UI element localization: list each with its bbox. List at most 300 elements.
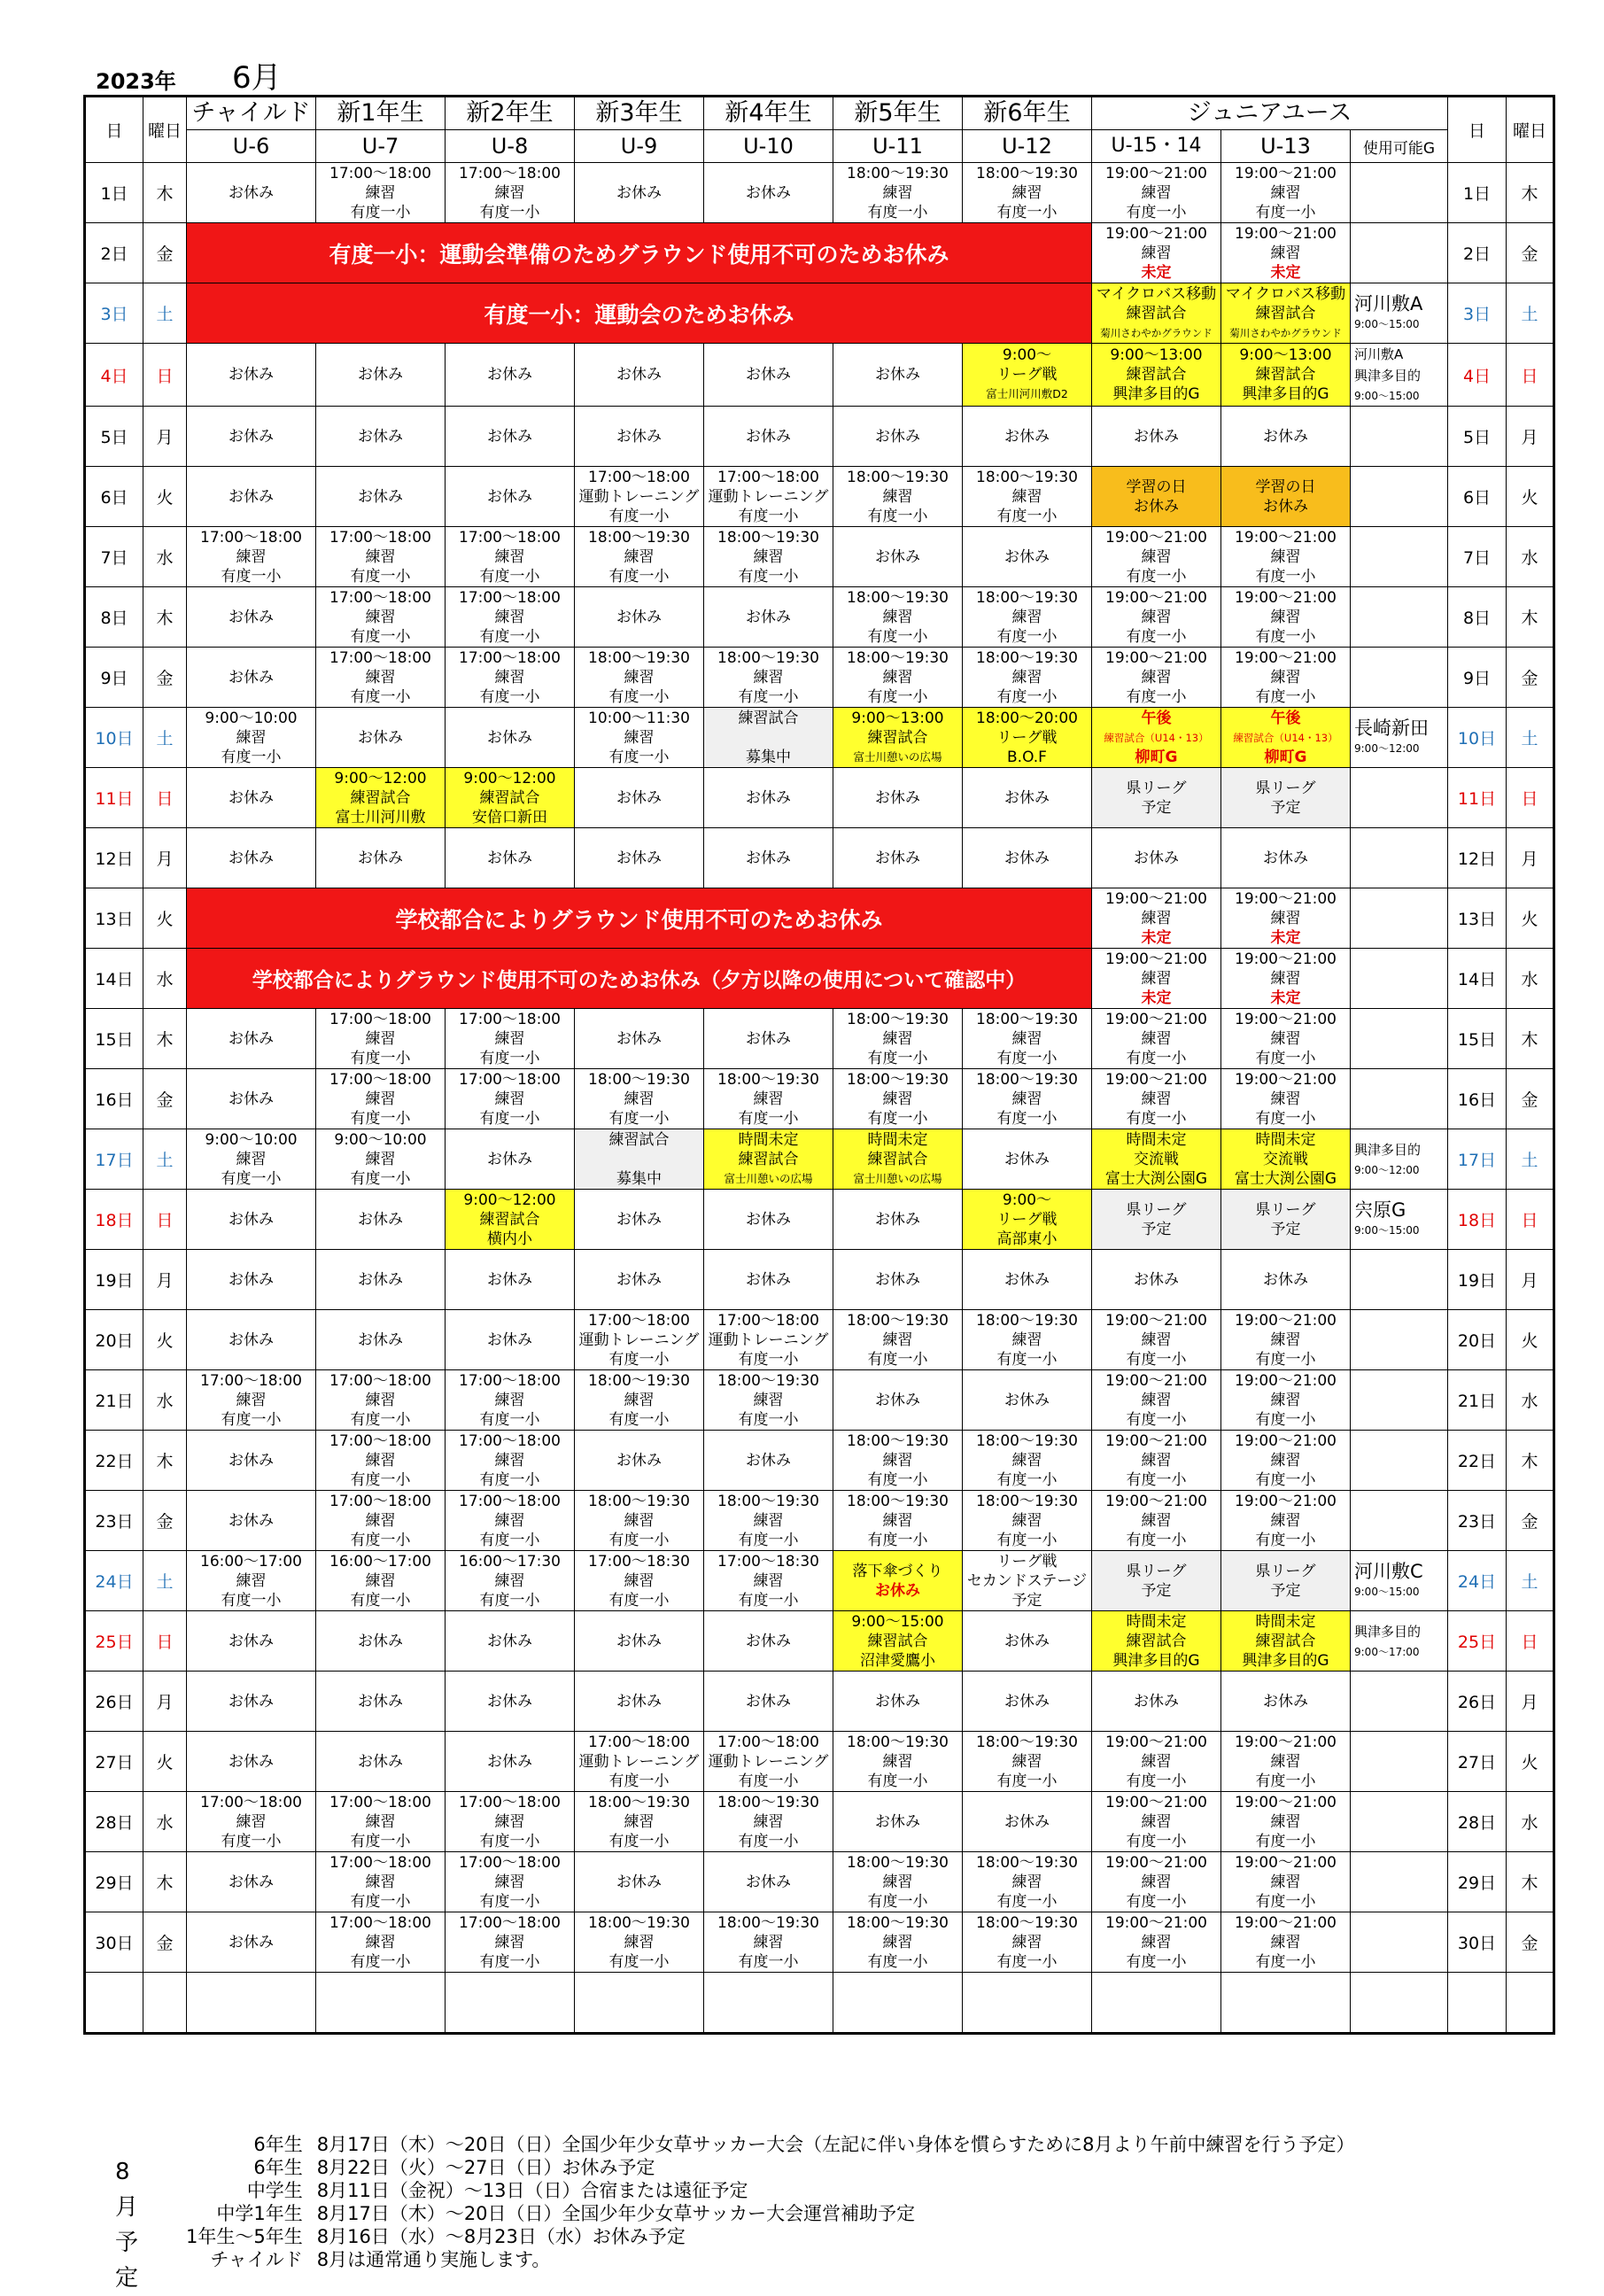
cell-line: 練習: [624, 547, 655, 566]
weekday: 火: [143, 1732, 187, 1792]
cell-line: 9:00～10:00: [205, 1130, 298, 1149]
weekday: 木: [143, 163, 187, 223]
cell-line: 17:00～18:00: [329, 1431, 431, 1450]
cell-line: 練習: [1270, 1391, 1301, 1409]
cell-line: 練習試合: [867, 1150, 928, 1168]
schedule-cell: [1221, 1491, 1351, 1551]
cell-line: 有度一小: [1255, 627, 1316, 646]
schedule-cell: [575, 407, 704, 467]
cell-line: 19:00～21:00: [1105, 648, 1207, 667]
schedule-cell: [1351, 1672, 1448, 1732]
schedule-cell: [963, 587, 1092, 648]
cell-line: お休み: [875, 547, 920, 566]
cell-line: 17:00～18:00: [588, 1311, 690, 1330]
cell-line: 有度一小: [996, 1531, 1058, 1549]
schedule-cell: [1092, 1852, 1221, 1912]
cell-line: 有度一小: [1255, 1410, 1316, 1429]
cell-line: [1351, 608, 1447, 627]
cell-line: 落下傘づくり: [852, 1562, 943, 1580]
cell-line: 練習: [494, 1029, 525, 1048]
schedule-cell: [1092, 1611, 1221, 1672]
day-row: [85, 223, 1554, 283]
day-number-right: 11日: [1448, 768, 1507, 828]
cell-line: 10:00～11:30: [588, 709, 690, 727]
schedule-cell: [187, 768, 316, 828]
weekday: 土: [143, 1129, 187, 1190]
day-number-right: 8日: [1448, 587, 1507, 648]
schedule-cell: [833, 407, 963, 467]
cell-line: 有度一小: [1255, 1109, 1316, 1128]
cell-line: 練習: [236, 1150, 267, 1168]
cell-line: お休み: [746, 1632, 791, 1650]
schedule-cell: [1351, 828, 1448, 888]
cell-line: 9:00～10:00: [205, 709, 298, 727]
day-row: [85, 1491, 1554, 1551]
day-number-right: 25日: [1448, 1611, 1507, 1672]
cell-line: お休み: [229, 427, 274, 446]
day-number-right: 3日: [1448, 283, 1507, 344]
cell-line: お休み: [487, 1330, 532, 1349]
cell-line: 練習試合: [1126, 366, 1187, 384]
cell-line: 9:00～12:00: [463, 1191, 556, 1209]
cell-line: 練習試合: [350, 788, 411, 807]
schedule-cell: [1092, 1551, 1221, 1611]
cell-line: 練習: [494, 1571, 525, 1590]
cell-line: 有度一小: [350, 1109, 411, 1128]
cell-line: 運動トレーニング: [708, 487, 829, 506]
cell-line: 時間未定: [1126, 1130, 1187, 1149]
weekday: 水: [143, 1370, 187, 1431]
cell-line: 未定: [1141, 263, 1172, 282]
schedule-cell: [1092, 1491, 1221, 1551]
schedule-cell: [316, 587, 446, 648]
schedule-cell: [704, 1310, 833, 1370]
cell-line: お休み: [875, 1692, 920, 1710]
cell-line: 練習: [494, 1511, 525, 1530]
cell-line: お休み: [616, 427, 662, 446]
cell-line: 17:00～18:00: [459, 528, 561, 547]
cell-line: お休み: [358, 1632, 403, 1650]
schedule-cell: [1221, 1912, 1351, 1973]
schedule-cell: [446, 1792, 575, 1852]
schedule-cell: [575, 1250, 704, 1310]
cell-line: 横内小: [487, 1229, 532, 1248]
schedule-cell: [1092, 163, 1221, 223]
schedule-cell: [187, 1250, 316, 1310]
schedule-cell: [704, 1069, 833, 1129]
schedule-cell: [1221, 1611, 1351, 1672]
cell-line: 17:00～18:00: [329, 1371, 431, 1390]
day-number: 17日: [85, 1129, 143, 1190]
cell-line: 18:00～19:30: [976, 468, 1078, 486]
schedule-cell: [575, 1852, 704, 1912]
schedule-cell: [1351, 1732, 1448, 1792]
cell-line: 有度一小: [738, 1832, 799, 1850]
weekday: 土: [143, 1551, 187, 1611]
cell-line: 練習: [365, 1873, 396, 1891]
cell-line: 有度一小: [221, 1410, 282, 1429]
schedule-cell: [963, 768, 1092, 828]
day-row: [85, 1792, 1554, 1852]
cell-line: 練習: [882, 668, 913, 686]
day-row: [85, 527, 1554, 587]
cell-line: 17:00～18:00: [588, 468, 690, 486]
cell-line: 練習: [1270, 244, 1301, 262]
cell-line: お休み: [229, 1090, 274, 1108]
cell-line: 練習: [882, 1330, 913, 1349]
schedule-cell: [1351, 587, 1448, 648]
cell-line: お休み: [1134, 497, 1179, 516]
header-age: U-9: [575, 130, 704, 163]
cell-line: お休み: [875, 1391, 920, 1409]
weekday-right: 水: [1507, 527, 1554, 587]
cell-line: 18:00～19:30: [847, 588, 949, 607]
cell-line: 19:00～21:00: [1235, 1853, 1337, 1872]
cell-line: お休み: [1134, 1270, 1179, 1289]
cell-line: 練習: [1011, 1451, 1042, 1470]
schedule-cell: [963, 1431, 1092, 1491]
day-number: 19日: [85, 1250, 143, 1310]
day-number: 28日: [85, 1792, 143, 1852]
cell-line: お休み: [616, 1451, 662, 1470]
cell-line: お休み: [746, 849, 791, 867]
cell-line: 練習: [1270, 1752, 1301, 1771]
cell-line: [1351, 1451, 1447, 1470]
cell-line: 19:00～21:00: [1235, 528, 1337, 547]
cell-line: 練習: [365, 1391, 396, 1409]
weekday-right: 水: [1507, 949, 1554, 1009]
weekday: 日: [143, 1190, 187, 1250]
cell-line: 練習: [624, 668, 655, 686]
schedule-cell: [1221, 1250, 1351, 1310]
cell-line: 練習: [1141, 969, 1172, 988]
cell-line: 予定: [1011, 1591, 1042, 1610]
schedule-table: [83, 95, 1555, 2035]
schedule-cell: [833, 467, 963, 527]
schedule-cell: [704, 587, 833, 648]
header-age: U-10: [704, 130, 833, 163]
cell-line: 練習試合（U14・13）: [1104, 731, 1209, 744]
cell-line: 県リーグ: [1126, 1562, 1187, 1580]
cell-line: 有度一小: [996, 1109, 1058, 1128]
schedule-cell: [1092, 708, 1221, 768]
note-target: 6年生: [253, 2134, 303, 2155]
cell-line: 有度一小: [350, 1832, 411, 1850]
schedule-cell: [1221, 1129, 1351, 1190]
cell-line: 有度一小: [1126, 203, 1187, 221]
cell-line: 有度一小: [1255, 1049, 1316, 1067]
cell-line: 練習: [882, 1933, 913, 1951]
schedule-cell: [704, 1551, 833, 1611]
day-row: [85, 1551, 1554, 1611]
cell-line: 練習: [1011, 608, 1042, 626]
cell-line: 有度一小: [1126, 1952, 1187, 1971]
august-month: 8月: [115, 2159, 139, 2221]
schedule-cell: [704, 1732, 833, 1792]
cell-line: 18:00～19:30: [717, 1793, 819, 1811]
cell-line: 練習: [1270, 1029, 1301, 1048]
day-number: 1日: [85, 163, 143, 223]
cell-line: お休み: [616, 1270, 662, 1289]
schedule-cell: [446, 768, 575, 828]
schedule-cell: [963, 407, 1092, 467]
schedule-cell: [1092, 888, 1221, 949]
cell-line: 練習: [494, 1873, 525, 1891]
cell-line: 練習: [882, 1752, 913, 1771]
cell-line: 有度一小: [350, 687, 411, 706]
schedule-cell: [1351, 1129, 1448, 1190]
day-number: 7日: [85, 527, 143, 587]
cell-line: 未定: [1141, 989, 1172, 1007]
cell-line: 練習: [882, 1090, 913, 1108]
schedule-cell: [575, 1129, 704, 1190]
cell-line: 練習試合: [867, 1632, 928, 1650]
blank-cell: [446, 1973, 575, 2034]
weekday-right: 日: [1507, 768, 1554, 828]
schedule-cell: [963, 1611, 1092, 1672]
cell-line: お休み: [229, 1330, 274, 1349]
weekday: 月: [143, 407, 187, 467]
cell-line: 有度一小: [350, 1591, 411, 1610]
schedule-cell: [1351, 1069, 1448, 1129]
cell-line: 有度一小: [1255, 1772, 1316, 1790]
cell-line: 時間未定: [867, 1130, 928, 1149]
cell-line: 有度一小: [479, 1410, 540, 1429]
cell-line: お休み: [358, 366, 403, 384]
day-row: [85, 1129, 1554, 1190]
cell-line: 練習: [753, 668, 784, 686]
header-group: 新2年生: [446, 97, 575, 130]
cell-line: お休み: [616, 608, 662, 626]
cell-line: [1351, 1812, 1447, 1832]
cell-line: お休み: [487, 1270, 532, 1289]
weekday: 木: [143, 1009, 187, 1069]
cell-line: 有度一小: [738, 1410, 799, 1429]
cell-line: 有度一小: [738, 1350, 799, 1369]
note-row: [186, 2156, 1354, 2179]
cell-line: 有度一小: [350, 1531, 411, 1549]
month-label: 6月: [232, 60, 282, 96]
schedule-cell: [446, 1431, 575, 1491]
schedule-cell: [575, 1431, 704, 1491]
cell-line: 県リーグ: [1255, 779, 1316, 797]
cell-line: 有度一小: [479, 1892, 540, 1911]
schedule-cell: [316, 1732, 446, 1792]
cell-line: 練習試合: [867, 728, 928, 747]
cell-line: 練習: [365, 1933, 396, 1951]
schedule-cell: [446, 1190, 575, 1250]
day-row: [85, 1431, 1554, 1491]
cell-line: 予定: [1141, 798, 1172, 817]
cell-line: 17:00～18:00: [459, 1371, 561, 1390]
cell-line: 18:00～19:30: [976, 1431, 1078, 1450]
schedule-cell: [446, 1732, 575, 1792]
cell-line: 19:00～21:00: [1235, 648, 1337, 667]
schedule-cell: [1221, 648, 1351, 708]
cell-line: 興津多目的G: [1242, 385, 1329, 403]
cell-line: 17:00～18:30: [588, 1552, 690, 1571]
day-number: 12日: [85, 828, 143, 888]
schedule-cell: [187, 587, 316, 648]
weekday: 金: [143, 1069, 187, 1129]
cell-line: 19:00～21:00: [1105, 1070, 1207, 1089]
cell-line: 練習: [1011, 183, 1042, 202]
header-age: U-15・14: [1092, 130, 1221, 163]
weekday-right: 金: [1507, 1912, 1554, 1973]
schedule-cell: [1092, 1672, 1221, 1732]
cell-line: 19:00～21:00: [1235, 1371, 1337, 1390]
cell-line: 有度一小: [350, 567, 411, 586]
cell-line: 有度一小: [867, 1772, 928, 1790]
day-number-right: 22日: [1448, 1431, 1507, 1491]
cell-line: 練習: [1270, 1090, 1301, 1108]
cell-line: 富士川憩いの広場: [724, 1171, 813, 1185]
schedule-cell: [1221, 1370, 1351, 1431]
cell-line: 17:00～18:00: [200, 1371, 302, 1390]
schedule-cell: [187, 163, 316, 223]
schedule-cell: [833, 1310, 963, 1370]
cell-line: お休み: [229, 788, 274, 807]
cell-line: 練習: [1141, 1029, 1172, 1048]
cell-line: 練習: [882, 1029, 913, 1048]
schedule-cell: [1351, 1912, 1448, 1973]
cell-line: 有度一小: [350, 1049, 411, 1067]
schedule-cell: [1221, 1672, 1351, 1732]
cell-line: 有度一小: [1126, 1892, 1187, 1911]
cell-line: 練習: [236, 1391, 267, 1409]
cell-line: 練習試合（U14・13）: [1233, 731, 1338, 744]
cell-line: 有度一小: [996, 203, 1058, 221]
schedule-cell: [1221, 163, 1351, 223]
cell-line: お休み: [229, 668, 274, 686]
schedule-cell: [1351, 1611, 1448, 1672]
schedule-cell: [575, 1792, 704, 1852]
cell-line: 予定: [1141, 1581, 1172, 1600]
schedule-cell: [316, 1129, 446, 1190]
cell-line: 練習: [494, 183, 525, 202]
cell-line: お休み: [746, 608, 791, 626]
day-row: [85, 888, 1554, 949]
cell-line: 19:00～21:00: [1235, 1010, 1337, 1028]
schedule-cell: [446, 1009, 575, 1069]
cell-line: 時間未定: [1255, 1612, 1316, 1631]
cell-line: お休み: [616, 788, 662, 807]
cell-line: 練習: [365, 1451, 396, 1470]
cell-line: 19:00～21:00: [1105, 224, 1207, 243]
cell-line: 有度一小: [867, 687, 928, 706]
day-row: [85, 828, 1554, 888]
schedule-cell: [1351, 1190, 1448, 1250]
schedule-cell: [963, 1009, 1092, 1069]
cell-line: 練習: [365, 547, 396, 566]
header-weekday: 曜日: [143, 97, 187, 163]
cell-line: [1351, 1511, 1447, 1531]
header-age: U-11: [833, 130, 963, 163]
weekday: 金: [143, 1491, 187, 1551]
cell-line: お休み: [229, 1752, 274, 1771]
schedule-cell: [704, 407, 833, 467]
cell-line: 練習: [1141, 1873, 1172, 1891]
day-row: [85, 1732, 1554, 1792]
schedule-cell: [446, 1611, 575, 1672]
day-row: [85, 1672, 1554, 1732]
schedule-cell: [1351, 768, 1448, 828]
schedule-cell: [187, 467, 316, 527]
cell-line: 17:00～18:00: [459, 1853, 561, 1872]
weekday-right: 金: [1507, 1069, 1554, 1129]
cell-line: 練習試合: [1255, 1632, 1316, 1650]
schedule-cell: [575, 1672, 704, 1732]
cell-line: 練習: [1141, 183, 1172, 202]
day-number-right: 6日: [1448, 467, 1507, 527]
cell-line: 練習試合: [608, 1130, 670, 1149]
schedule-cell: [704, 344, 833, 407]
cell-line: お休み: [358, 487, 403, 506]
schedule-cell: [187, 1852, 316, 1912]
day-number-right: 19日: [1448, 1250, 1507, 1310]
day-row: [85, 467, 1554, 527]
schedule-cell: [704, 768, 833, 828]
day-number-right: 7日: [1448, 527, 1507, 587]
schedule-cell: [316, 1852, 446, 1912]
day-number: 21日: [85, 1370, 143, 1431]
day-number-right: 15日: [1448, 1009, 1507, 1069]
day-row: [85, 1250, 1554, 1310]
note-target: チャイルド: [210, 2249, 303, 2270]
day-number: 24日: [85, 1551, 143, 1611]
header-group: 新5年生: [833, 97, 963, 130]
cell-line: お休み: [875, 1270, 920, 1289]
cell-line: 19:00～21:00: [1105, 1733, 1207, 1751]
cell-line: 有度一小: [221, 1591, 282, 1610]
cell-line: 練習: [1270, 1511, 1301, 1530]
cell-line: お休み: [875, 1812, 920, 1831]
cell-line: [1351, 1692, 1447, 1711]
cell-line: [1351, 183, 1447, 203]
schedule-cell: [704, 1912, 833, 1973]
cell-line: 練習: [365, 183, 396, 202]
day-row: [85, 587, 1554, 648]
cell-line: 17:00～18:00: [459, 1793, 561, 1811]
schedule-cell: [316, 163, 446, 223]
schedule-cell: [963, 1190, 1092, 1250]
schedule-cell: [1221, 1852, 1351, 1912]
ground-name: 河川敷A: [1354, 346, 1404, 362]
cell-line: お休み: [229, 1270, 274, 1289]
day-number: 23日: [85, 1491, 143, 1551]
cell-line: 16:00～17:00: [200, 1552, 302, 1571]
cell-line: 19:00～21:00: [1105, 1913, 1207, 1932]
day-number-right: 5日: [1448, 407, 1507, 467]
schedule-cell: [833, 1732, 963, 1792]
schedule-cell: [446, 1129, 575, 1190]
schedule-cell: [187, 1551, 316, 1611]
cell-line: 興津多目的G: [1112, 385, 1200, 403]
day-number-right: 12日: [1448, 828, 1507, 888]
cell-line: 19:00～21:00: [1105, 1010, 1207, 1028]
schedule-cell: [446, 344, 575, 407]
cell-line: 時間未定: [1255, 1130, 1316, 1149]
cell-line: 有度一小: [1255, 1470, 1316, 1489]
cell-line: [1351, 487, 1447, 507]
schedule-cell: [316, 1069, 446, 1129]
weekday-right: 木: [1507, 1852, 1554, 1912]
cell-line: 有度一小: [479, 1109, 540, 1128]
day-number-right: 14日: [1448, 949, 1507, 1009]
ground-name: 興津多目的: [1354, 1141, 1422, 1158]
cell-line: お休み: [229, 366, 274, 384]
cell-line: 有度一小: [867, 507, 928, 525]
